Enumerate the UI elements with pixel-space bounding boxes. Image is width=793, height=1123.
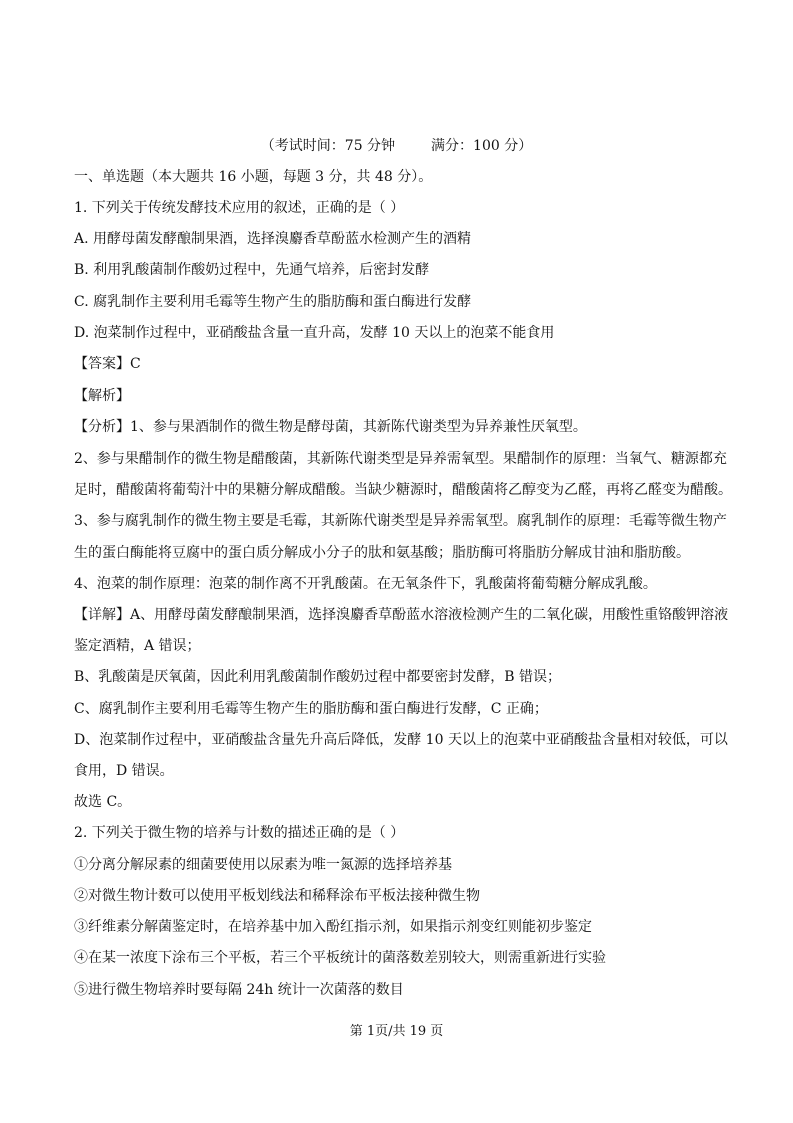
analysis-line: 生的蛋白酶能将豆腐中的蛋白质分解成小分子的肽和氨基酸；脂肪酶可将脂肪分解成甘油和脂肪酸。 (74, 545, 690, 561)
detail-line: C、腐乳制作主要利用毛霉等生物产生的脂肪酶和蛋白酶进行发酵，C 正确； (74, 701, 548, 717)
analysis-line: 足时，醋酸菌将葡萄汁中的果糖分解成醋酸。当缺少糖源时，醋酸菌将乙醇变为乙醛，再将乙醛变为醋酸。 (74, 482, 732, 498)
question-2-item: ④在某一浓度下涂布三个平板，若三个平板统计的菌落数差别较大，则需重新进行实验 (74, 950, 606, 966)
exam-time: （考试时间：75 分钟 (260, 138, 396, 154)
conclusion-line: 故选 C。 (74, 794, 132, 810)
question-1-option-c: C. 腐乳制作主要利用毛霉等生物产生的脂肪酶和蛋白酶进行发酵 (74, 294, 472, 310)
analysis-label: 【解析】 (74, 388, 130, 404)
question-1-stem: 1. 下列关于传统发酵技术应用的叙述，正确的是（ ） (74, 200, 405, 216)
question-1-option-d: D. 泡菜制作过程中，亚硝酸盐含量一直升高，发酵 10 天以上的泡菜不能食用 (74, 325, 555, 341)
analysis-line: 【分析】1、参与果酒制作的微生物是酵母菌，其新陈代谢类型为异养兼性厌氧型。 (74, 419, 587, 435)
answer-value: C (130, 356, 141, 372)
detail-line: D、泡菜制作过程中，亚硝酸盐含量先升高后降低，发酵 10 天以上的泡菜中亚硝酸盐含量相对较低，可以 (74, 732, 728, 748)
analysis-line: 2、参与果醋制作的微生物是醋酸菌，其新陈代谢类型是异养需氧型。果醋制作的原理：当氧气、糖源都充 (74, 451, 727, 467)
question-2-item: ⑤进行微生物培养时要每隔 24h 统计一次菌落的数目 (74, 982, 404, 998)
answer-label: 【答案】 (74, 356, 130, 372)
detail-line: 食用，D 错误。 (74, 763, 174, 779)
detail-line: 【详解】A、用酵母菌发酵酿制果酒，选择溴麝香草酚蓝水溶液检测产生的二氧化碳，用酸性重铬酸钾溶液 (74, 607, 729, 623)
analysis-line: 4、泡菜的制作原理：泡菜的制作离不开乳酸菌。在无氧条件下，乳酸菌将葡萄糖分解成乳酸。 (74, 576, 657, 592)
detail-line: B、乳酸菌是厌氧菌，因此利用乳酸菌制作酸奶过程中都要密封发酵，B 错误； (74, 669, 562, 685)
question-2-stem: 2. 下列关于微生物的培养与计数的描述正确的是（ ） (74, 825, 405, 841)
question-1-option-b: B. 利用乳酸菌制作酸奶过程中，先通气培养，后密封发酵 (74, 262, 430, 278)
exam-header (0, 136, 793, 156)
detail-line: 鉴定酒精，A 错误； (74, 638, 201, 654)
question-2-item: ②对微生物计数可以使用平板划线法和稀释涂布平板法接种微生物 (74, 888, 480, 904)
question-2-item: ③纤维素分解菌鉴定时，在培养基中加入酚红指示剂，如果指示剂变红则能初步鉴定 (74, 919, 592, 935)
full-score: 满分：100 分） (431, 138, 533, 154)
question-2-item: ①分离分解尿素的细菌要使用以尿素为唯一氮源的选择培养基 (74, 857, 452, 873)
section-title: 一、单选题（本大题共 16 小题，每题 3 分，共 48 分）。 (74, 169, 433, 185)
page-indicator: 第 1页/共 19 页 (349, 1024, 444, 1039)
analysis-line: 3、参与腐乳制作的微生物主要是毛霉，其新陈代谢类型是异养需氧型。腐乳制作的原理：毛霉等微生物产 (74, 513, 727, 529)
question-1-answer (74, 354, 141, 374)
question-1-option-a: A. 用酵母菌发酵酿制果酒，选择溴麝香草酚蓝水检测产生的酒精 (74, 231, 472, 247)
